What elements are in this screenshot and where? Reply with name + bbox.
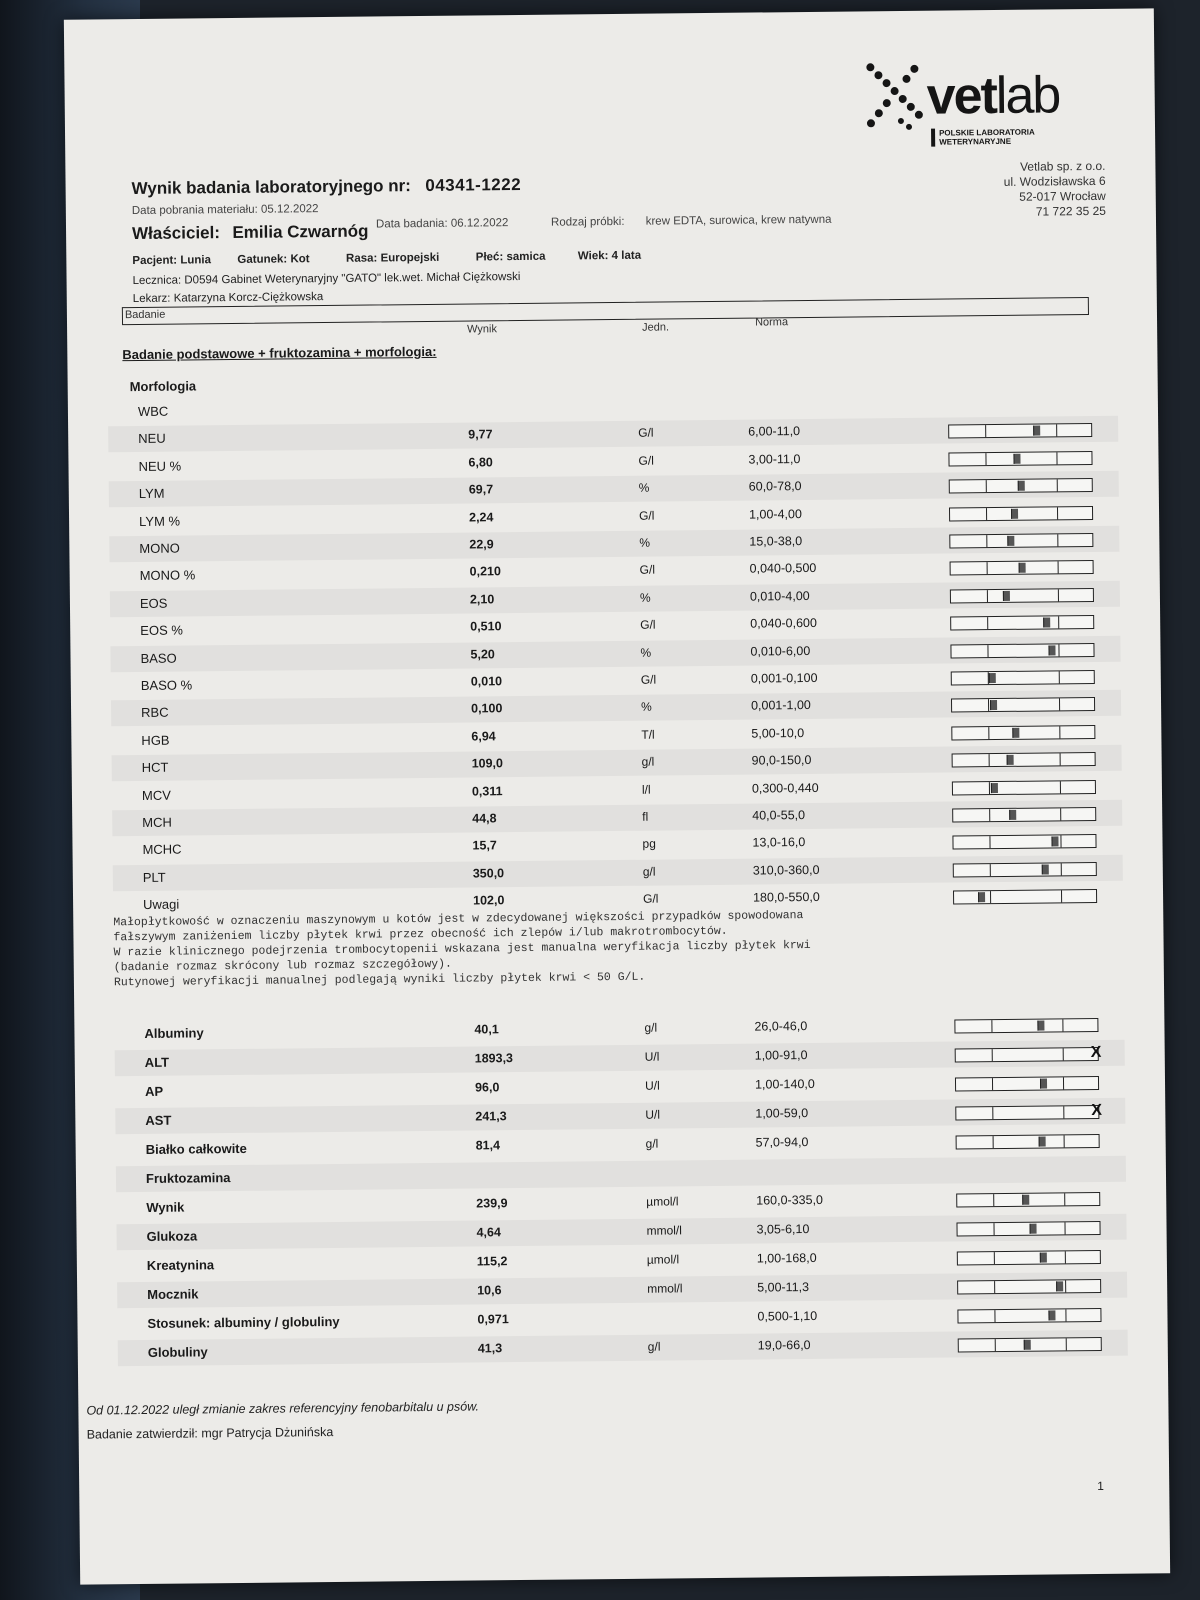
test-norm: 0,040-0,600: [750, 616, 818, 631]
result-marker: [1056, 1281, 1063, 1291]
test-unit: mmol/l: [647, 1281, 683, 1296]
test-result: 69,7: [468, 482, 494, 497]
sample-type: Rodzaj próbki: krew EDTA, surowica, krew natywna: [550, 213, 832, 229]
test-unit: U/l: [644, 1078, 660, 1093]
test-name: MCHC: [142, 841, 182, 858]
test-name: LYM: [138, 485, 165, 502]
test-norm: 3,00-11,0: [748, 451, 801, 467]
test-name: MCH: [142, 814, 172, 830]
test-result: 0,510: [470, 619, 502, 634]
range-gauge: [949, 506, 1093, 522]
test-unit: %: [639, 590, 651, 605]
test-result: 15,7: [472, 838, 497, 853]
col-header-unit: Jedn.: [642, 321, 670, 334]
test-name: EOS %: [140, 622, 183, 639]
range-gauge: [949, 478, 1093, 494]
test-result: 40,1: [474, 1022, 499, 1037]
range-gauge: [955, 1101, 1103, 1121]
test-norm: 1,00-168,0: [756, 1250, 817, 1266]
test-result: 2,24: [468, 509, 494, 525]
range-gauge: [951, 670, 1095, 686]
result-marker: [1011, 508, 1018, 518]
test-unit: G/l: [639, 562, 656, 578]
lab-report-sheet: [64, 8, 1170, 1584]
vetlab-logo: [864, 57, 1095, 149]
test-name: Kreatynina: [146, 1257, 215, 1273]
test-norm: 19,0-66,0: [757, 1338, 811, 1353]
test-result: 9,77: [468, 427, 493, 442]
test-name: WBC: [137, 403, 169, 419]
test-name: Uwagi: [143, 896, 180, 913]
test-name: Mocznik: [147, 1286, 199, 1302]
logo-tagline: POLSKIE LABORATORIA WETERYNARYJNE: [931, 128, 1035, 147]
test-norm: 1,00-59,0: [755, 1106, 809, 1121]
range-gauge: [955, 1043, 1102, 1063]
test-norm: 1,00-140,0: [754, 1076, 815, 1092]
result-marker: [1051, 837, 1058, 847]
test-name: AST: [145, 1112, 172, 1128]
test-result: 41,3: [477, 1341, 503, 1356]
test-result: 109,0: [471, 756, 504, 771]
test-result: 10,6: [477, 1283, 502, 1298]
test-name: Albuminy: [144, 1025, 204, 1041]
test-norm: 0,300-0,440: [751, 780, 819, 796]
reference-change-note: Od 01.12.2022 uległ zmianie zakres referencyjny fenobarbitalu u psów.: [86, 1399, 480, 1418]
result-marker: [1048, 645, 1055, 655]
test-name: MONO: [139, 540, 180, 556]
test-norm: 3,05-6,10: [756, 1222, 810, 1237]
logo-wordmark: vetlab: [926, 66, 1060, 126]
test-name: LYM %: [139, 513, 181, 529]
test-result: 0,311: [471, 783, 503, 799]
test-norm: 0,001-0,100: [750, 670, 818, 686]
test-unit: T/l: [641, 727, 655, 742]
test-unit: G/l: [643, 891, 659, 906]
test-name: Fruktozamina: [145, 1170, 231, 1186]
range-gauge: [949, 533, 1093, 549]
result-marker: [1039, 1253, 1046, 1263]
test-norm: 60,0-78,0: [748, 479, 802, 494]
test-result: 0,971: [477, 1312, 509, 1327]
col-header-norm: Norma: [754, 316, 789, 329]
test-name: MONO %: [139, 567, 196, 584]
test-name: Stosunek: albuminy / globuliny: [147, 1313, 340, 1331]
test-name: Białko całkowite: [145, 1140, 247, 1157]
test-name: NEU: [138, 431, 166, 447]
test-date: Data badania: 06.12.2022: [375, 217, 509, 231]
test-norm: 0,040-0,500: [749, 561, 817, 576]
result-marker: [1019, 563, 1026, 573]
result-marker: [991, 783, 998, 793]
test-result: 4,64: [476, 1225, 501, 1240]
range-gauge: [953, 889, 1097, 905]
range-gauge: [957, 1308, 1101, 1324]
page-number: 1: [1097, 1478, 1105, 1494]
test-norm: 6,00-11,0: [748, 424, 801, 439]
result-marker: [1009, 810, 1016, 820]
test-result: 2,10: [469, 592, 495, 607]
test-result: 0,210: [469, 564, 501, 579]
test-norm: 0,500-1,10: [757, 1308, 818, 1324]
result-marker: [990, 700, 997, 710]
test-unit: G/l: [638, 508, 655, 523]
test-unit: mmol/l: [646, 1223, 682, 1238]
result-marker: [1044, 618, 1051, 628]
result-marker: [988, 673, 995, 683]
test-name: Wynik: [146, 1199, 185, 1215]
test-norm: 310,0-360,0: [752, 862, 820, 878]
test-norm: 5,00-10,0: [751, 725, 805, 741]
result-marker: [1022, 1195, 1029, 1205]
out-of-range-mark: X: [1090, 1043, 1102, 1062]
test-name: MCV: [141, 787, 171, 803]
test-unit: U/l: [645, 1107, 661, 1122]
approved-by: Badanie zatwierdził: mgr Patrycja Dżunińska: [86, 1425, 334, 1442]
test-unit: %: [638, 480, 650, 495]
test-unit: G/l: [640, 617, 656, 632]
test-norm: 15,0-38,0: [749, 534, 803, 549]
test-name: HGB: [141, 732, 170, 748]
test-norm: 5,00-11,3: [757, 1280, 810, 1295]
test-name: BASO: [140, 650, 177, 666]
owner-line: Właściciel: Emilia Czwarnóg: [131, 221, 369, 244]
col-header-test: Badanie: [124, 308, 166, 322]
test-norm: 57,0-94,0: [755, 1135, 809, 1150]
range-gauge: [957, 1279, 1101, 1295]
test-result: 81,4: [475, 1138, 501, 1153]
test-result: 22,9: [469, 537, 494, 552]
test-unit: µmol/l: [646, 1252, 680, 1267]
range-gauge: [952, 780, 1096, 796]
owner-name: Emilia Czwarnóg: [232, 221, 369, 242]
range-gauge: [951, 697, 1095, 713]
range-gauge: [950, 588, 1094, 604]
result-marker: [1013, 454, 1020, 464]
range-gauge: [956, 1221, 1100, 1237]
range-gauge: [948, 423, 1092, 439]
result-marker: [1037, 1021, 1044, 1031]
range-gauge: [952, 752, 1096, 768]
test-result: 0,010: [470, 674, 503, 689]
test-unit: U/l: [644, 1049, 660, 1064]
lab-address: Vetlab sp. z o.o. ul. Wodzisławska 6 52-017 Wrocław 71 722 35 25: [1003, 158, 1106, 219]
result-marker: [978, 892, 985, 902]
range-gauge: [950, 615, 1094, 631]
result-marker: [1024, 1340, 1031, 1350]
test-result: 0,100: [471, 701, 503, 716]
test-unit: g/l: [644, 1020, 658, 1035]
test-norm: 0,010-4,00: [749, 588, 810, 604]
test-unit: pg: [642, 836, 656, 852]
test-name: RBC: [141, 705, 169, 721]
test-unit: G/l: [640, 672, 657, 687]
sample-date: Data pobrania materiału: 05.12.2022: [131, 203, 319, 218]
test-name: HCT: [141, 759, 169, 776]
result-marker: [1030, 1224, 1037, 1234]
morphology-title: Morfologia: [129, 378, 197, 395]
range-gauge: [950, 643, 1094, 659]
test-norm: 180,0-550,0: [752, 890, 820, 905]
test-result: 1893,3: [474, 1051, 514, 1066]
test-norm: 40,0-55,0: [752, 808, 806, 823]
test-unit: l/l: [641, 782, 651, 797]
test-unit: G/l: [638, 425, 654, 441]
test-norm: 90,0-150,0: [751, 753, 812, 768]
result-marker: [1018, 481, 1025, 491]
result-marker: [1038, 1137, 1045, 1147]
test-result: 350,0: [472, 865, 505, 881]
test-norm: 26,0-46,0: [754, 1019, 808, 1034]
range-gauge: [951, 725, 1095, 741]
test-result: 239,9: [476, 1196, 508, 1211]
report-title: Wynik badania laboratoryjnego nr: 04341-1222: [131, 174, 522, 199]
test-name: Globuliny: [147, 1344, 208, 1360]
range-gauge: [956, 1192, 1100, 1208]
test-name: AP: [144, 1083, 164, 1099]
clinic-line: Lecznica: D0594 Gabinet Weterynaryjny "GATO" lek.wet. Michał Ciężkowski: [132, 270, 521, 288]
test-result: 115,2: [476, 1254, 508, 1269]
test-result: 102,0: [473, 893, 505, 908]
range-gauge: [950, 560, 1094, 576]
doctor-line: Lekarz: Katarzyna Korcz-Ciężkowska: [132, 291, 324, 306]
test-unit: fl: [642, 809, 649, 824]
test-unit: g/l: [645, 1136, 659, 1151]
test-norm: 1,00-4,00: [748, 506, 802, 522]
platelet-note: Małopłytkowość w oznaczeniu maszynowym u kotów jest w zdecydowanej większości przypadków spowodowana fałszywym zaniżeniem liczby płytek krwi przez obecność ich zlepów i/lub makrotrombocytów. W razie klinicznego podejrzenia trombocytopenii wskazana jest manualna weryfikacja liczby płytek krwi (badanie rozmaz skrócony lub rozmaz szczegółowy). Rutynowej weryfikacji manualnej podlegają wyniki liczby płytek krwi < 50 G/L.: [113, 909, 811, 990]
range-gauge: [948, 451, 1092, 467]
range-gauge: [955, 1076, 1099, 1092]
result-marker: [1040, 1079, 1047, 1089]
range-gauge: [954, 1018, 1098, 1034]
test-result: 241,3: [475, 1109, 507, 1124]
range-gauge: [952, 834, 1096, 850]
test-norm: 1,00-91,0: [754, 1048, 808, 1063]
test-norm: 160,0-335,0: [756, 1192, 824, 1208]
result-marker: [1042, 864, 1049, 874]
range-gauge: [956, 1134, 1100, 1150]
test-unit: %: [640, 700, 652, 715]
test-unit: µmol/l: [646, 1194, 679, 1209]
test-result: 44,8: [472, 811, 497, 826]
test-result: 6,80: [468, 455, 493, 470]
test-unit: %: [639, 535, 651, 550]
result-marker: [1012, 728, 1019, 738]
test-result: 6,94: [471, 729, 496, 744]
result-marker: [1033, 426, 1040, 436]
test-result: 96,0: [474, 1080, 500, 1095]
result-marker: [1048, 1310, 1055, 1320]
test-name: NEU %: [138, 458, 182, 474]
result-marker: [1007, 755, 1014, 765]
test-unit: %: [640, 645, 652, 660]
test-norm: 0,010-6,00: [750, 643, 811, 659]
test-norm: 0,001-1,00: [750, 698, 811, 713]
test-result: 5,20: [470, 646, 495, 662]
section-title: Badanie podstawowe + fruktozamina + morfologia:: [122, 343, 437, 363]
patient-info: Pacjent: Lunia Gatunek: Kot Rasa: Europejski Płeć: samica Wiek: 4 lata: [132, 249, 642, 268]
logo-x-icon: [864, 59, 927, 140]
test-unit: g/l: [647, 1339, 661, 1354]
range-gauge: [953, 862, 1097, 878]
test-name: EOS: [139, 595, 168, 611]
test-unit: G/l: [638, 453, 654, 468]
test-norm: 13,0-16,0: [752, 835, 806, 850]
result-marker: [1003, 591, 1010, 601]
range-gauge: [952, 807, 1096, 823]
test-unit: g/l: [641, 754, 655, 769]
range-gauge: [957, 1250, 1101, 1266]
test-unit: g/l: [642, 864, 656, 879]
result-marker: [1007, 536, 1014, 546]
report-number: 04341-1222: [425, 174, 522, 195]
test-name: Glukoza: [146, 1228, 198, 1244]
test-name: BASO %: [140, 677, 193, 693]
col-header-result: Wynik: [467, 323, 498, 336]
range-gauge: [958, 1337, 1102, 1353]
out-of-range-mark: X: [1091, 1101, 1103, 1120]
test-name: PLT: [142, 869, 166, 885]
test-name: ALT: [144, 1054, 170, 1070]
